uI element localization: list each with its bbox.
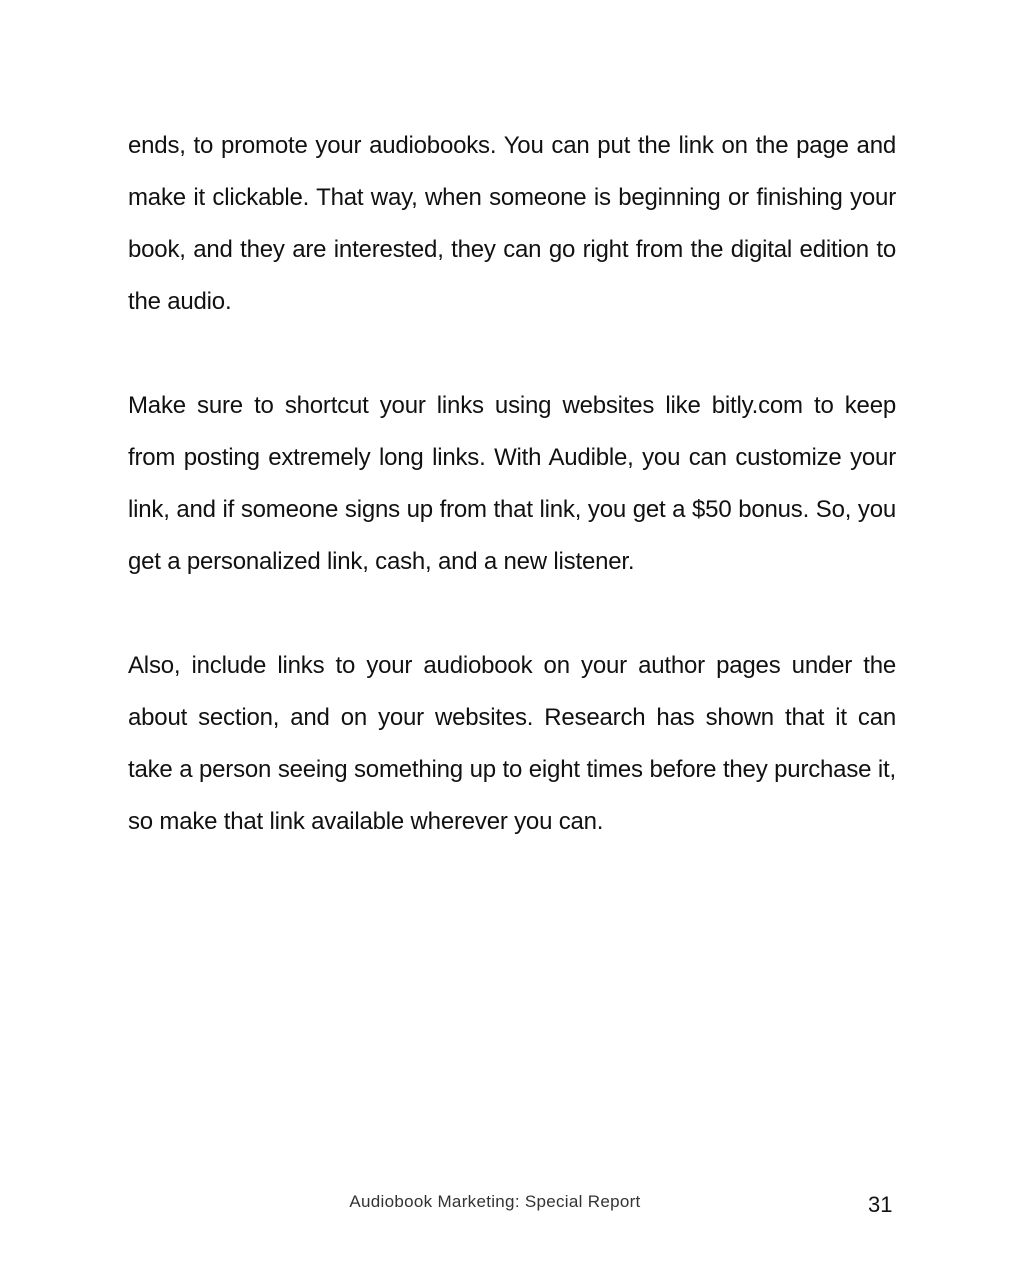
body-text [128,120,896,900]
paragraph-2: Make sure to shortcut your links using websites like bitly.com to keep from posting extremely long links. With Audible, you can customize your link, and if someone signs up from that link, you get a $50 bonus. So, you get a personalized link, cash, and a new listener. [128,392,896,575]
paragraph-3: Also, include links to your audiobook on your author pages under the about section, and on your websites. Research has shown that it can take a person seeing something up to eight times before they purchase it, so make that link available wherever you can. [128,652,896,835]
paragraph-1: ends, to promote your audiobooks. You can put the link on the page and make it clickable. That way, when someone is beginning or finishing your book, and they are interested, they can go right from the digital edition to the audio. [128,132,896,315]
footer-title: Audiobook Marketing: Special Report [349,1192,641,1211]
page-number: 31 [868,1192,893,1217]
